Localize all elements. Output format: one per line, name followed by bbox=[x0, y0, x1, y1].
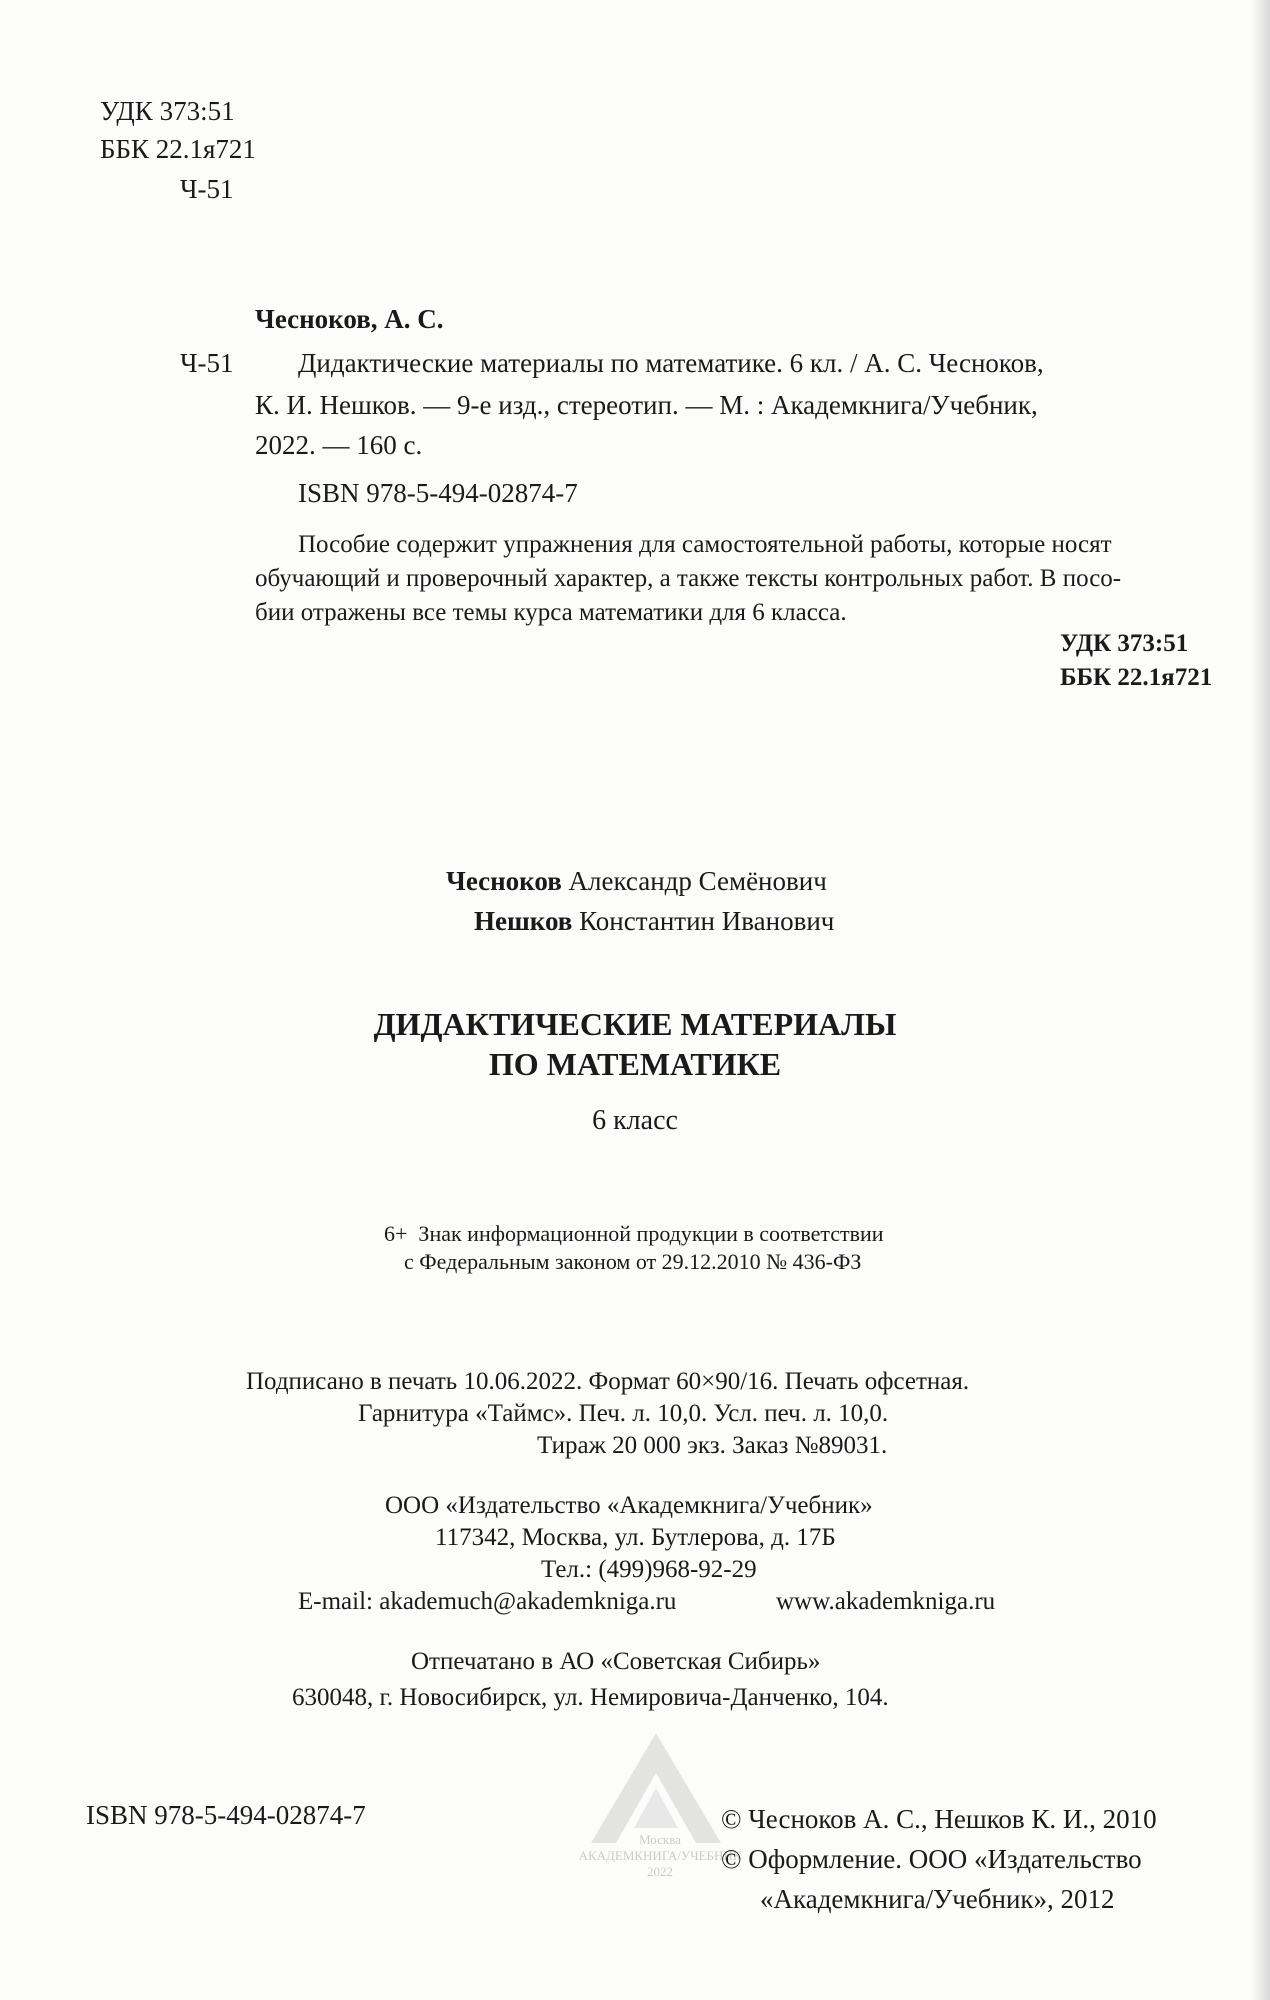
imprint-line3: Тираж 20 000 экз. Заказ №89031. bbox=[537, 1432, 888, 1459]
footer-copyright-design: © Оформление. ООО «Издательство bbox=[721, 1844, 1142, 1874]
udk-top: УДК 373:51 bbox=[100, 96, 235, 126]
imprint-line2: Гарнитура «Таймс». Печ. л. 10,0. Усл. печ. л. 10,0. bbox=[358, 1400, 889, 1427]
catalog-mark: Ч-51 bbox=[180, 348, 234, 378]
catalog-isbn: ISBN 978-5-494-02874-7 bbox=[298, 478, 578, 508]
book-title-line2: ПО МАТЕМАТИКЕ bbox=[488, 1046, 782, 1082]
page-edge-shadow bbox=[1252, 0, 1270, 2000]
logo-text-line2: АКАДЕМКНИГА/УЧЕБНИК bbox=[578, 1848, 742, 1863]
catalog-bbk: ББК 22.1я721 bbox=[1060, 664, 1213, 691]
age-rating-label: 6+ bbox=[384, 1221, 408, 1246]
catalog-udk: УДК 373:51 bbox=[1060, 630, 1189, 657]
catalog-description-line2: К. И. Нешков. — 9-е изд., стереотип. — М. : Академкнига/Учебник, bbox=[255, 390, 1038, 420]
author-2 bbox=[474, 904, 834, 938]
printer-line2: 630048, г. Новосибирск, ул. Немировича-Данченко, 104. bbox=[292, 1684, 889, 1711]
author-1 bbox=[446, 864, 827, 898]
age-mark bbox=[384, 1220, 884, 1248]
publisher-address: 117342, Москва, ул. Бутлерова, д. 17Б bbox=[435, 1524, 836, 1551]
age-mark-line2: с Федеральным законом от 29.12.2010 № 436-ФЗ bbox=[404, 1249, 862, 1274]
printer-line1: Отпечатано в АО «Советская Сибирь» bbox=[411, 1648, 821, 1675]
catalog-annotation-line1: Пособие содержит упражнения для самостоятельной работы, которые носят bbox=[298, 531, 1112, 558]
footer-copyright-authors: © Чесноков А. С., Нешков К. И., 2010 bbox=[721, 1804, 1157, 1834]
footer-isbn: ISBN 978-5-494-02874-7 bbox=[86, 1800, 366, 1830]
imprint-line1: Подписано в печать 10.06.2022. Формат 60×90/16. Печать офсетная. bbox=[246, 1368, 970, 1395]
publisher-name: ООО «Издательство «Академкнига/Учебник» bbox=[385, 1492, 873, 1519]
catalog-description-line3: 2022. — 160 с. bbox=[255, 430, 423, 460]
catalog-description-line1: Дидактические материалы по математике. 6 кл. / А. С. Чесноков, bbox=[298, 348, 1044, 378]
bbk-top: ББК 22.1я721 bbox=[100, 134, 256, 164]
author-2-given-names: Константин Иванович bbox=[579, 906, 835, 936]
author-1-given-names: Александр Семёнович bbox=[568, 866, 827, 896]
author-2-surname: Нешков bbox=[474, 906, 573, 936]
book-title-line1: ДИДАКТИЧЕСКИЕ МАТЕРИАЛЫ bbox=[373, 1006, 897, 1042]
publisher-website: www.akademkniga.ru bbox=[776, 1588, 996, 1615]
logo-text-line3: 2022 bbox=[647, 1864, 673, 1879]
book-grade: 6 класс bbox=[592, 1105, 678, 1136]
logo-text-line1: Москва bbox=[639, 1832, 681, 1847]
author-1-surname: Чесноков bbox=[446, 866, 562, 896]
catalog-heading: Чесноков, А. С. bbox=[255, 304, 444, 334]
publisher-logo-icon bbox=[586, 1728, 726, 1848]
footer-copyright-publisher: «Академкнига/Учебник», 2012 bbox=[760, 1884, 1115, 1914]
publisher-phone: Тел.: (499)968-92-29 bbox=[541, 1556, 757, 1583]
age-mark-line1: Знак информационной продукции в соответствии bbox=[418, 1221, 884, 1246]
author-mark-top: Ч-51 bbox=[180, 174, 234, 204]
catalog-annotation-line2: обучающий и проверочный характер, а также тексты контрольных работ. В посо- bbox=[255, 565, 1122, 592]
catalog-annotation-line3: бии отражены все темы курса математики для 6 класса. bbox=[255, 599, 847, 626]
publisher-email: E-mail: akademuch@akademkniga.ru bbox=[298, 1588, 677, 1615]
